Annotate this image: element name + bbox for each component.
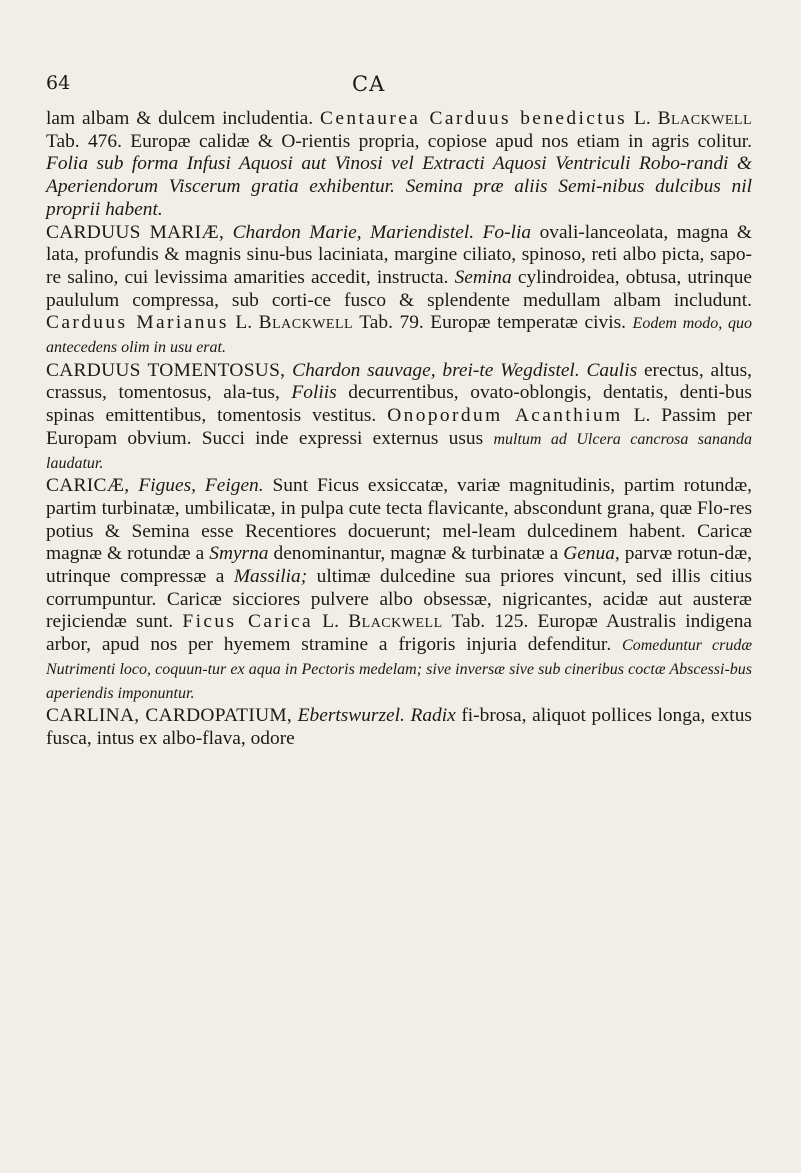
- text: L.: [322, 611, 339, 633]
- text: L.: [235, 312, 253, 334]
- entry-carlina: [46, 705, 752, 750]
- vernacular-names: Figues, Feigen.: [138, 475, 264, 497]
- species-name: Carduus Marianus: [46, 312, 229, 334]
- text: L. Passim per Europam obvium. Succi inde expressi externus usus: [46, 405, 752, 449]
- place-name: Genua,: [563, 543, 620, 565]
- text: Tab. 79. Europæ temperatæ civis.: [359, 312, 626, 334]
- part-label: Caulis: [586, 359, 638, 381]
- text: cylindroidea, obtusa, utrinque paululum compressa, sub corti-ce fusco & splendente medullam albam includunt.: [46, 266, 752, 311]
- part-label: Foliis: [291, 382, 337, 404]
- author-name: Blackwell: [258, 312, 354, 334]
- part-label: Fo-lia: [482, 221, 532, 243]
- vernacular-names: Chardon sauvage, brei-te Wegdistel.: [292, 359, 580, 381]
- vernacular-names: Chardon Marie, Mariendistel.: [232, 221, 475, 243]
- author-name: Blackwell: [348, 611, 443, 633]
- text: Sunt Ficus exsiccatæ, variæ magnitudinis, partim rotundæ, partim turbinatæ, umbilicatæ, in pulpa cute tecta flavicante, abscondunt grana, quæ Flo-res potius & Semina esse Recentiores docuerunt; mel-leam dulcedinem habent. Caricæ magnæ & rotundæ a: [46, 475, 752, 565]
- usage-note: Folia sub forma Infusi Aquosi aut Vinosi vel Extracti Aquosi Ventriculi Robo-randi & Aperiendorum Viscerum gratia exhibentur. Semina præ aliis Semi-nibus dulcibus nil proprii habent.: [46, 153, 752, 220]
- part-label: Semina: [454, 266, 512, 288]
- entry-heading: CARLINA, CARDOPATIUM,: [46, 705, 293, 727]
- page-body: [46, 108, 752, 751]
- paragraph-centaurea: [46, 108, 752, 222]
- page-header: [46, 72, 746, 98]
- usage-note: Eodem modo, quo antecedens olim in usu erat.: [46, 315, 752, 357]
- usage-note: multum ad Ulcera cancrosa sananda laudatur.: [46, 430, 752, 472]
- entry-carduus-mariae: [46, 222, 752, 360]
- part-label: Radix: [410, 705, 456, 727]
- text: ovali-lanceolata, magna & lata, profundis & magnis sinu-bus laciniata, margine ciliato, spinoso, reti albo picta, sapo-re salino, cui levissima amarities accedit, instructa.: [46, 221, 753, 288]
- text: parvæ rotun-dæ, utrinque compressæ a: [46, 543, 752, 588]
- species-name: Ficus Carica: [182, 611, 314, 633]
- usage-note: Comeduntur crudæ Nutrimenti loco, coquun-tur ex aqua in Pectoris medelam; sive inversæ sive sub cineribus coctæ Abscessi-bus aperiendis imponuntur.: [46, 637, 752, 702]
- vernacular-names: Ebertswurzel.: [297, 705, 405, 727]
- text: erectus, altus, crassus, tomentosus, ala-tus,: [46, 359, 752, 404]
- text: fi-brosa, aliquot pollices longa, extus fusca, intus ex albo-flava, odore: [46, 705, 752, 749]
- entry-heading: CARDUUS MARIÆ,: [46, 221, 225, 243]
- author-name: Blackwell: [657, 108, 753, 129]
- entry-heading: CARDUUS TOMENTOSUS,: [46, 359, 286, 381]
- place-name: Smyrna: [209, 543, 269, 565]
- text: decurrentibus, ovato-oblongis, dentatis, denti-bus spinas emittentibus, tomentosis vestitus.: [46, 382, 752, 427]
- text: lam albam & dulcem includentia.: [46, 108, 314, 129]
- page-number: 64: [46, 72, 71, 94]
- species-name: Centaurea Carduus benedictus: [320, 108, 628, 129]
- entry-carduus-tomentosus: [46, 360, 752, 476]
- text: Tab. 476. Europæ calidæ & O-rientis propria, copiose apud nos etiam in agris colitur.: [46, 130, 752, 152]
- text: L.: [634, 108, 651, 129]
- species-name: Onopordum Acanthium: [387, 405, 623, 427]
- entry-heading: CARICÆ,: [46, 475, 130, 497]
- text: denominantur, magnæ & turbinatæ a: [273, 543, 559, 565]
- place-name: Massilia;: [233, 566, 308, 588]
- text: Tab. 125. Europæ Australis indigena arbor, apud nos per hyemem stramine a frigoris injuria defenditur.: [46, 611, 752, 656]
- entry-caricae: [46, 475, 752, 705]
- text: ultimæ dulcedine sua priores vincunt, sed illis citius corrumpuntur. Caricæ sicciores pulvere albo obsessæ, nigricantes, acidæ aut austeræ rejiciendæ sunt.: [46, 566, 752, 633]
- running-head: CA: [352, 72, 386, 96]
